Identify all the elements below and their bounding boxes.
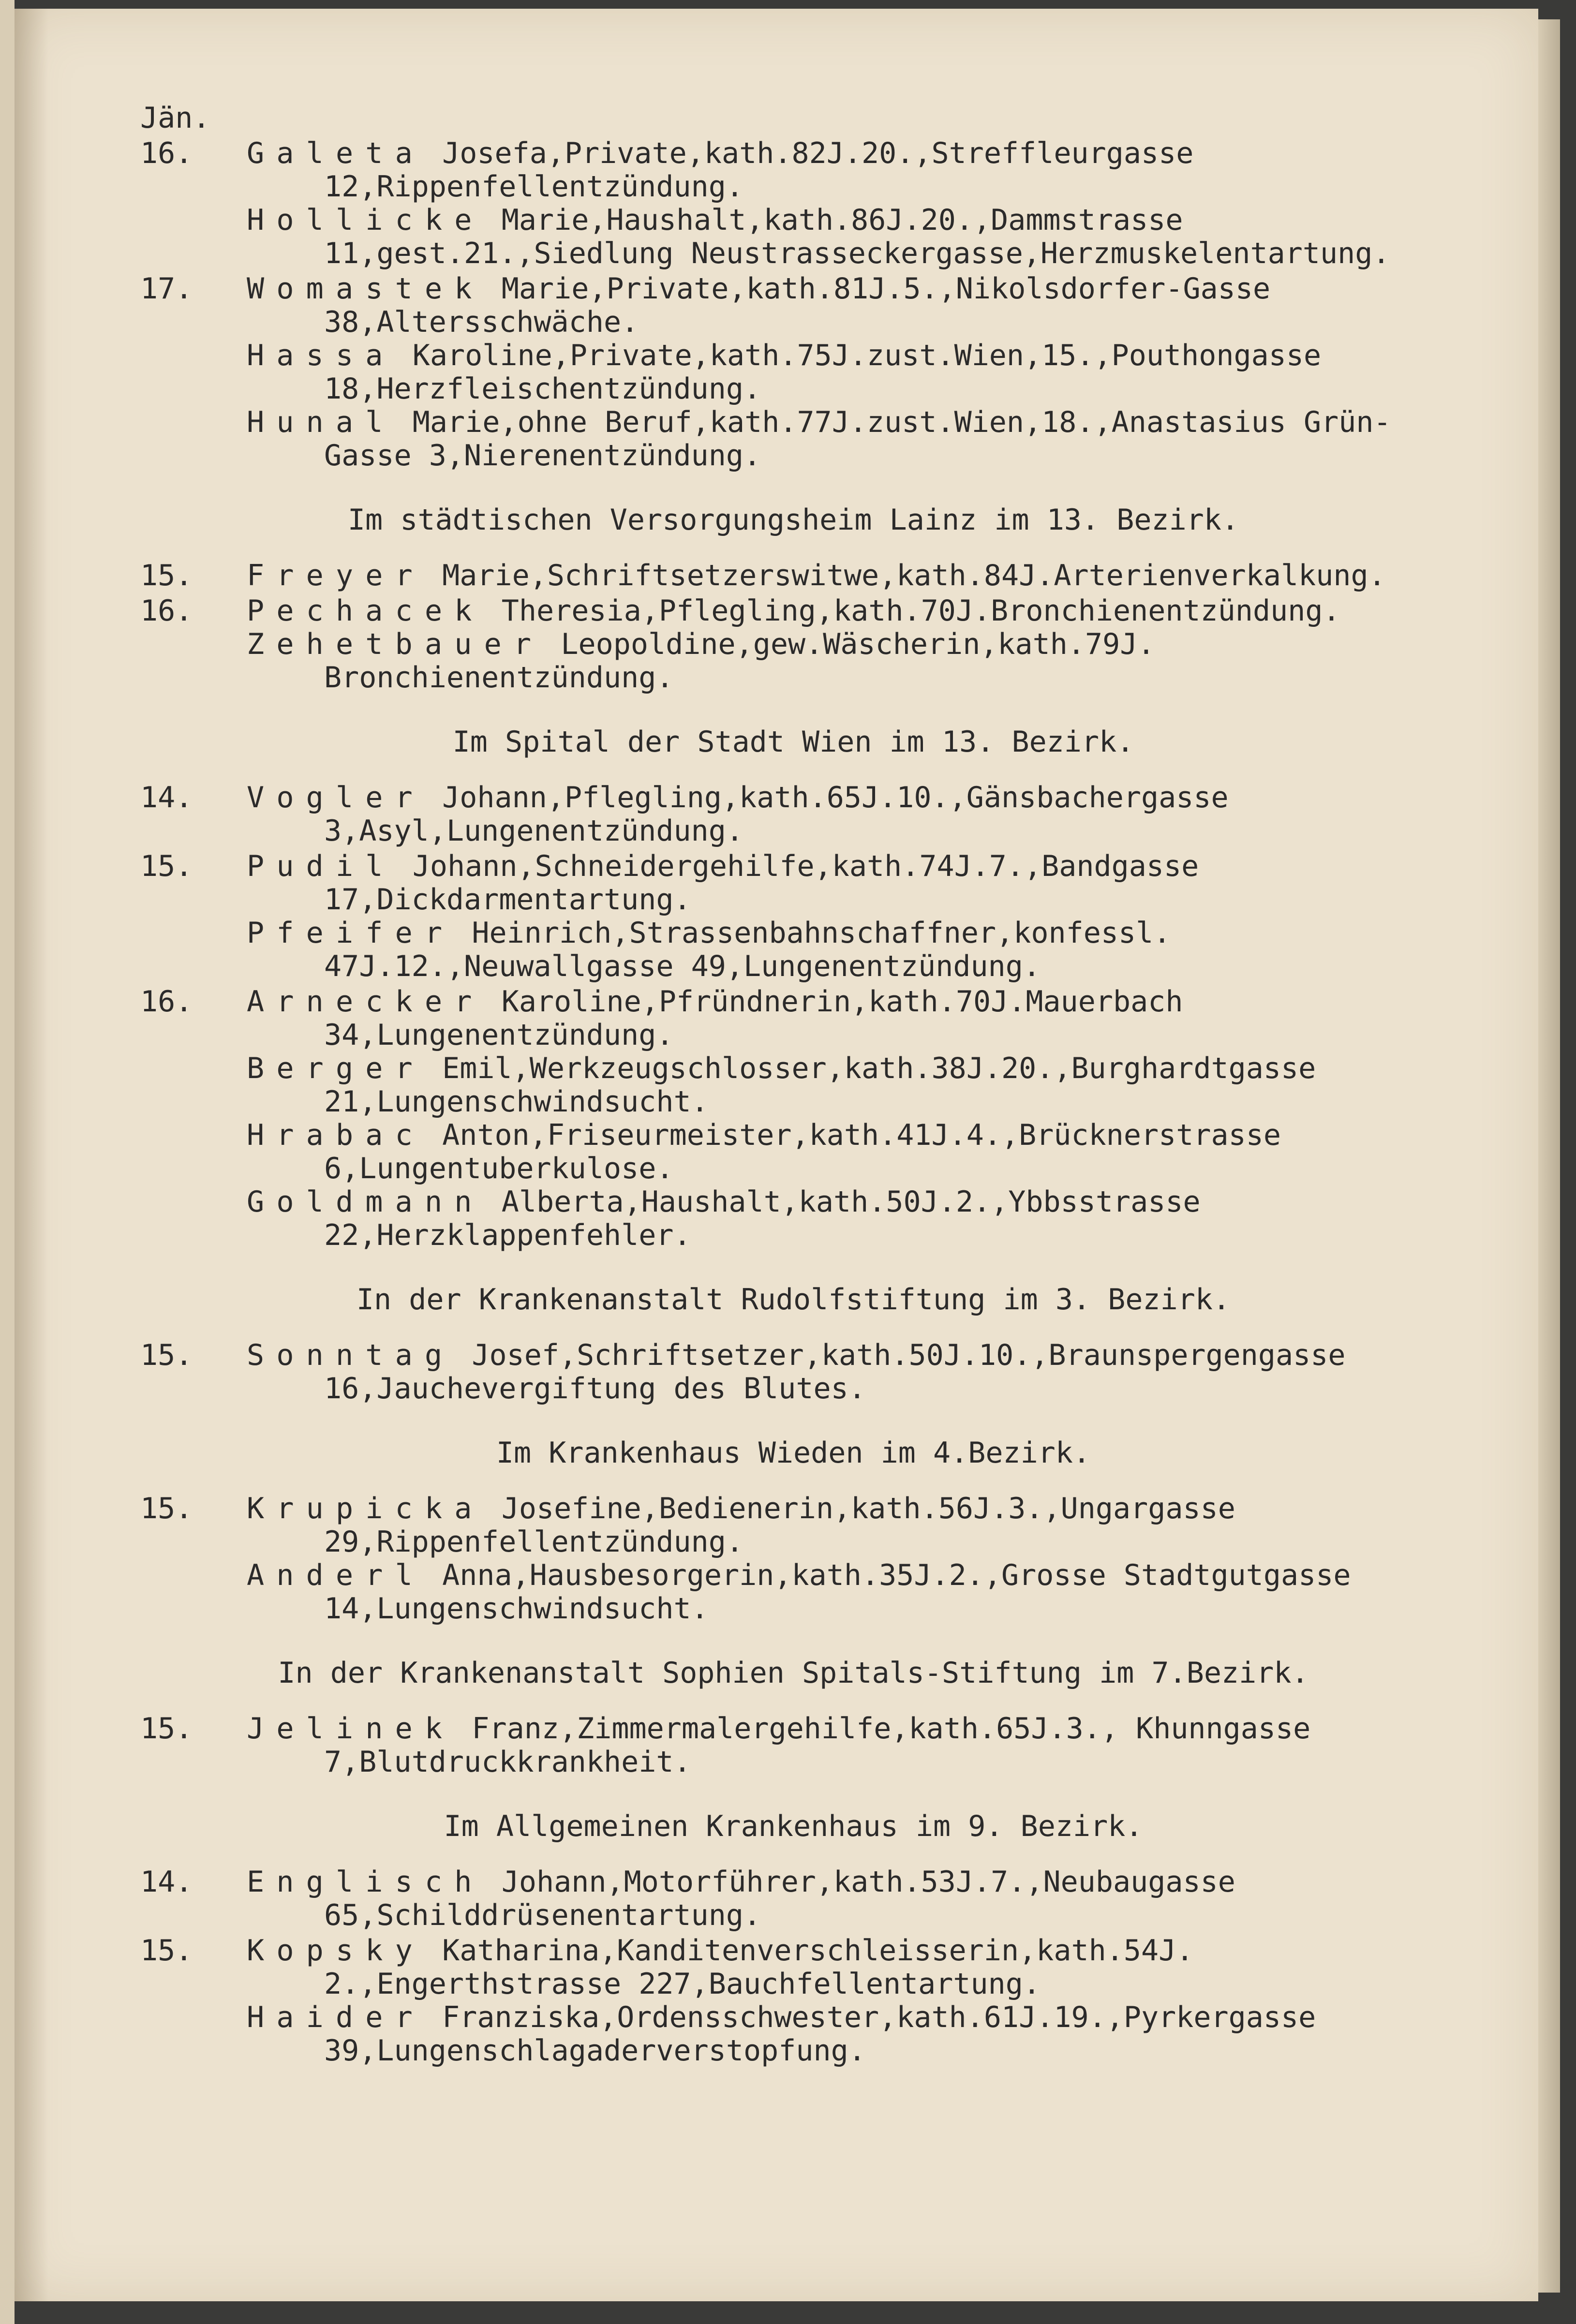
day-group (140, 985, 1446, 1252)
section (140, 137, 1446, 473)
death-record-entry (247, 594, 1446, 628)
adjacent-page-edge (0, 0, 15, 2324)
day-number: 15. (140, 1712, 193, 1746)
death-record-entry (247, 781, 1446, 848)
day-group (140, 1934, 1446, 2068)
surname: Freyer (247, 559, 425, 592)
surname: Pechacek (247, 594, 484, 628)
surname: Jelinek (247, 1712, 455, 1746)
day-group (140, 559, 1446, 592)
surname: Arnecker (247, 985, 484, 1019)
surname: Berger (247, 1051, 425, 1085)
death-record-entry (247, 272, 1446, 339)
death-record-entry (247, 204, 1446, 270)
surname: Haider (247, 2000, 425, 2034)
record-details: Leopoldine,gew.Wäscherin,kath.79J. Bronchienentzündung. (324, 627, 1155, 695)
section (140, 1657, 1446, 1779)
record-details: Anton,Friseurmeister,kath.41J.4.,Brücknerstrasse 6,Lungentuberkulose. (324, 1118, 1281, 1185)
entries (247, 137, 1446, 270)
day-number: 15. (140, 559, 193, 592)
surname: Hunal (247, 405, 395, 439)
entries (247, 559, 1446, 592)
day-number: 14. (140, 781, 193, 814)
record-details: Katharina,Kanditenverschleisserin,kath.54J. 2.,Engerthstrasse 227,Bauchfellentartung. (324, 1934, 1194, 2001)
record-details: Johann,Pflegling,kath.65J.10.,Gänsbachergasse 3,Asyl,Lungenentzündung. (324, 781, 1229, 848)
day-group (140, 137, 1446, 270)
section (140, 1436, 1446, 1626)
death-record-entry (247, 559, 1446, 592)
surname: Sonntag (247, 1338, 455, 1372)
month-label: Jän. (140, 101, 210, 135)
record-details: Anna,Hausbesorgerin,kath.35J.2.,Grosse Stadtgutgasse 14,Lungenschwindsucht. (324, 1558, 1351, 1626)
record-details: Karoline,Pfründnerin,kath.70J.Mauerbach 34,Lungenentzündung. (324, 985, 1183, 1052)
record-details: Marie,Private,kath.81J.5.,Nikolsdorfer-Gasse 38,Altersschwäche. (324, 272, 1271, 339)
death-record-entry (247, 1052, 1446, 1119)
death-record-entry (247, 1339, 1446, 1406)
death-record-entry (247, 2001, 1446, 2068)
record-details: Heinrich,Strassenbahnschaffner,konfessl. 47J.12.,Neuwallgasse 49,Lungenentzündung. (324, 916, 1171, 983)
death-record-entry (247, 1185, 1446, 1252)
day-group (140, 850, 1446, 983)
surname: Womastek (247, 272, 484, 306)
surname: Pudil (247, 849, 395, 883)
death-record-entry (247, 406, 1446, 473)
death-record-entry (247, 850, 1446, 917)
record-details: Karoline,Private,kath.75J.zust.Wien,15.,Pouthongasse 18,Herzfleischentzündung. (324, 339, 1322, 406)
death-record-entry (247, 1865, 1446, 1932)
day-group (140, 594, 1446, 695)
day-number: 16. (140, 136, 193, 170)
section-heading: Im Spital der Stadt Wien im 13. Bezirk. (452, 725, 1134, 759)
entries (247, 985, 1446, 1252)
entries (247, 1492, 1446, 1626)
surname: Anderl (247, 1558, 425, 1592)
record-details: Josefine,Bedienerin,kath.56J.3.,Ungargasse 29,Rippenfellentzündung. (324, 1492, 1235, 1559)
document-content (140, 102, 1446, 2068)
surname: Hollicke (247, 203, 484, 237)
death-record-entry (247, 917, 1446, 983)
death-record-entry (247, 1934, 1446, 2001)
entries (247, 1339, 1446, 1406)
death-record-entry (247, 628, 1446, 695)
record-details: Johann,Motorführer,kath.53J.7.,Neubaugasse 65,Schilddrüsenentartung. (324, 1865, 1235, 1932)
death-record-entry (247, 1559, 1446, 1626)
day-group (140, 781, 1446, 848)
record-details: Marie,Haushalt,kath.86J.20.,Dammstrasse 11,gest.21.,Siedlung Neustrasseckergasse,Herzmuskelentartung. (324, 203, 1390, 270)
section (140, 1283, 1446, 1406)
day-number: 16. (140, 594, 193, 628)
death-record-entry (247, 1492, 1446, 1559)
surname: Englisch (247, 1865, 484, 1899)
section-heading: Im städtischen Versorgungsheim Lainz im 13. Bezirk. (347, 503, 1239, 537)
section-heading: Im Krankenhaus Wieden im 4.Bezirk. (496, 1436, 1091, 1470)
page-edge (1538, 19, 1560, 2293)
record-details: Johann,Schneidergehilfe,kath.74J.7.,Bandgasse 17,Dickdarmentartung. (324, 849, 1199, 917)
record-details: Emil,Werkzeugschlosser,kath.38J.20.,Burghardtgasse 21,Lungenschwindsucht. (324, 1051, 1316, 1119)
entries (247, 1934, 1446, 2068)
day-group (140, 1865, 1446, 1932)
record-details: Josefa,Private,kath.82J.20.,Streffleurgasse 12,Rippenfellentzündung. (324, 136, 1194, 204)
surname: Pfeifer (247, 916, 455, 950)
surname: Hrabac (247, 1118, 425, 1152)
death-record-entry (247, 985, 1446, 1052)
day-number: 17. (140, 272, 193, 306)
surname: Vogler (247, 781, 425, 814)
entries (247, 781, 1446, 848)
surname: Goldmann (247, 1185, 484, 1219)
day-group (140, 272, 1446, 473)
day-group (140, 1712, 1446, 1779)
death-record-entry (247, 1712, 1446, 1779)
sections (140, 137, 1446, 2068)
surname: Kopsky (247, 1934, 425, 1968)
surname: Galeta (247, 136, 425, 170)
record-details: Theresia,Pflegling,kath.70J.Bronchienentzündung. (501, 594, 1340, 628)
record-details: Josef,Schriftsetzer,kath.50J.10.,Braunspergengasse 16,Jauchevergiftung des Blutes. (324, 1338, 1346, 1406)
day-group (140, 1492, 1446, 1626)
day-number: 15. (140, 1492, 193, 1525)
record-details: Marie,ohne Beruf,kath.77J.zust.Wien,18.,Anastasius Grün-Gasse 3,Nierenentzündung. (324, 405, 1391, 473)
surname: Zehetbauer (247, 627, 544, 661)
section-heading: Im Allgemeinen Krankenhaus im 9. Bezirk. (444, 1809, 1143, 1843)
day-group (140, 1339, 1446, 1406)
day-number: 16. (140, 985, 193, 1019)
death-record-entry (247, 1119, 1446, 1185)
entries (247, 850, 1446, 983)
entries (247, 594, 1446, 695)
record-details: Alberta,Haushalt,kath.50J.2.,Ybbsstrasse 22,Herzklappenfehler. (324, 1185, 1201, 1252)
day-number: 15. (140, 849, 193, 883)
section (140, 725, 1446, 1252)
surname: Hassa (247, 339, 395, 372)
entries (247, 272, 1446, 473)
section-heading: In der Krankenanstalt Sophien Spitals-Stiftung im 7.Bezirk. (278, 1656, 1309, 1690)
death-record-entry (247, 339, 1446, 406)
surname: Krupicka (247, 1492, 484, 1525)
record-details: Franz,Zimmermalergehilfe,kath.65J.3., Khunngasse 7,Blutdruckkrankheit. (324, 1712, 1311, 1779)
entries (247, 1712, 1446, 1779)
section (140, 1810, 1446, 2068)
record-details: Marie,Schriftsetzerswitwe,kath.84J.Arterienverkalkung. (442, 559, 1386, 592)
entries (247, 1865, 1446, 1932)
day-number: 15. (140, 1934, 193, 1968)
day-number: 14. (140, 1865, 193, 1899)
day-number: 15. (140, 1338, 193, 1372)
death-record-entry (247, 137, 1446, 204)
record-details: Franziska,Ordensschwester,kath.61J.19.,Pyrkergasse 39,Lungenschlagaderverstopfung. (324, 2000, 1316, 2068)
section (140, 503, 1446, 695)
section-heading: In der Krankenanstalt Rudolfstiftung im 3. Bezirk. (356, 1283, 1231, 1317)
